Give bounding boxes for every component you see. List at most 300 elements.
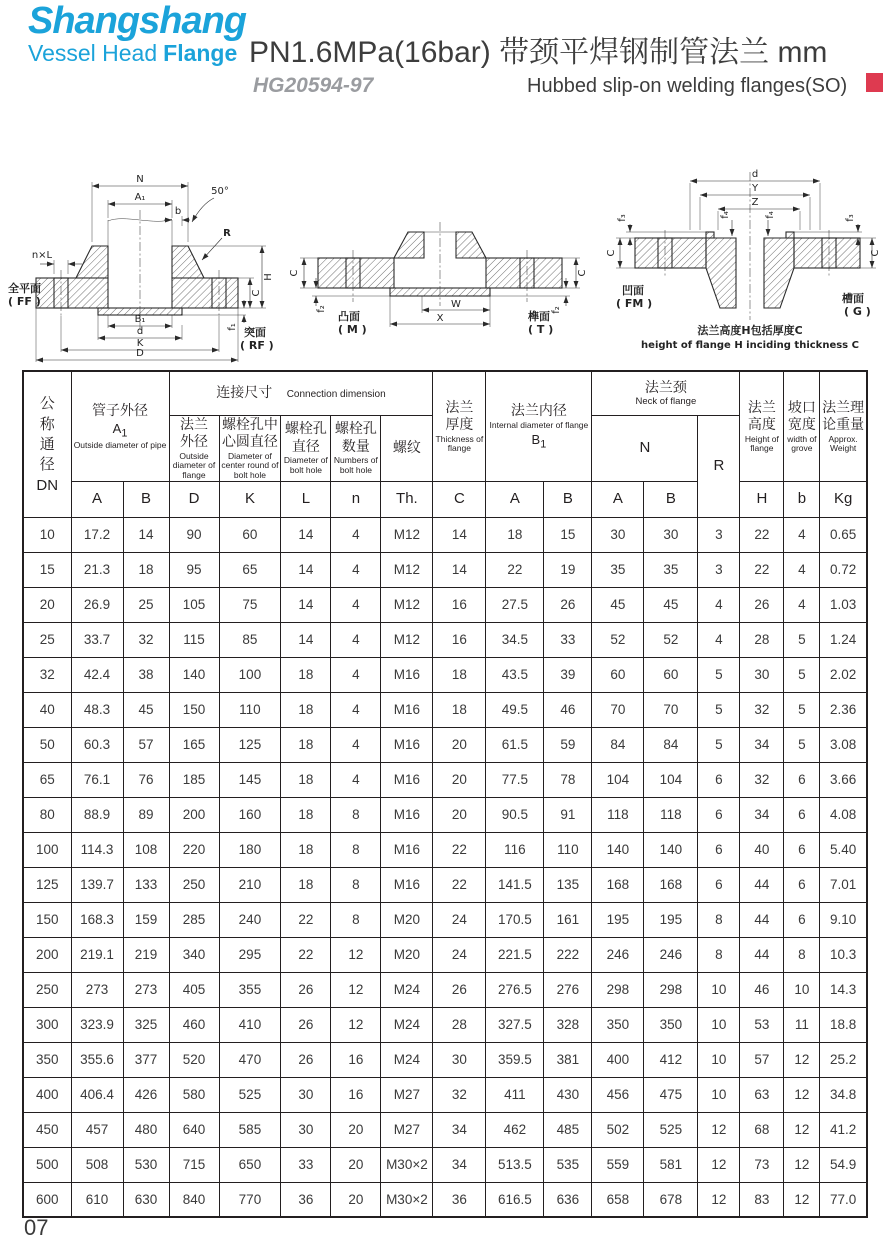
standard-number: HG20594-97 — [253, 74, 374, 97]
spec-cell: 53 — [740, 1007, 784, 1042]
col-header-dn-symbol: DN — [36, 477, 59, 495]
spec-cell: M16 — [381, 657, 433, 692]
spec-cell: 5 — [784, 622, 820, 657]
spec-cell: M20 — [381, 902, 433, 937]
spec-cell: 45 — [644, 587, 698, 622]
dim-label-C2-right: C — [870, 249, 881, 257]
face-label-fm-cn: 凹面 — [622, 284, 644, 297]
spec-cell: 135 — [544, 867, 592, 902]
group-header-neck: 法兰颈 Neck of flange — [592, 371, 740, 415]
symbol-B1-B: B — [544, 481, 592, 517]
spec-cell: 4 — [784, 587, 820, 622]
dim-label-nxL: n×L — [31, 250, 53, 261]
spec-cell: 610 — [71, 1182, 123, 1217]
drawing-caption-en: height of flange H inciding thickness C — [641, 340, 859, 351]
symbol-D: D — [169, 481, 219, 517]
spec-cell: 15 — [544, 517, 592, 552]
dim-label-H: H — [263, 273, 274, 281]
spec-cell: 6 — [784, 762, 820, 797]
spec-cell: 32 — [740, 762, 784, 797]
logo-tagline-2: Flange — [163, 40, 238, 66]
spec-cell: 84 — [592, 727, 644, 762]
spec-cell: 6 — [784, 797, 820, 832]
spec-cell: M12 — [381, 587, 433, 622]
spec-cell: 295 — [219, 937, 281, 972]
spec-cell: 140 — [592, 832, 644, 867]
spec-cell: 18 — [281, 727, 331, 762]
col-header-weight: 法兰理论重量 Approx. Weight — [820, 371, 867, 481]
spec-cell: 26 — [740, 587, 784, 622]
spec-cell: 12 — [784, 1077, 820, 1112]
spec-cell: M16 — [381, 832, 433, 867]
table-row — [23, 762, 867, 797]
spec-cell: 381 — [544, 1042, 592, 1077]
spec-cell: 340 — [169, 937, 219, 972]
col-header-thickness: 法兰厚度 Thickness of flange — [433, 371, 486, 481]
spec-cell: 30 — [433, 1042, 486, 1077]
spec-cell: 14 — [433, 517, 486, 552]
spec-cell: 12 — [784, 1182, 820, 1217]
spec-cell: M16 — [381, 727, 433, 762]
spec-cell: 246 — [592, 937, 644, 972]
spec-cell: 4 — [331, 727, 381, 762]
spec-cell: 170.5 — [486, 902, 544, 937]
spec-cell: 412 — [644, 1042, 698, 1077]
spec-cell: 150 — [169, 692, 219, 727]
spec-cell: 33 — [544, 622, 592, 657]
spec-cell: 8 — [331, 832, 381, 867]
face-label-rf-code: ( RF ) — [240, 339, 274, 352]
face-label-ff-code: ( FF ) — [8, 295, 41, 308]
spec-cell: 200 — [169, 797, 219, 832]
spec-cell: M27 — [381, 1112, 433, 1147]
spec-cell: 1.24 — [820, 622, 867, 657]
col-header-bolt-hole-number: 螺栓孔数量 Numbers of bolt hole — [331, 415, 381, 481]
spec-cell: 426 — [123, 1077, 169, 1112]
spec-cell: 34 — [740, 797, 784, 832]
spec-cell: 22 — [740, 517, 784, 552]
col-header-neck-r: R — [698, 415, 740, 517]
dim-label-angle: 50° — [211, 186, 229, 197]
spec-cell: 500 — [23, 1147, 71, 1182]
dim-label-f2-left: f₂ — [316, 305, 327, 313]
spec-cell: 115 — [169, 622, 219, 657]
spec-cell: 30 — [281, 1077, 331, 1112]
spec-cell: 5 — [784, 727, 820, 762]
symbol-Kg: Kg — [820, 481, 867, 517]
corner-marker — [866, 73, 883, 92]
spec-cell: 4 — [331, 587, 381, 622]
spec-cell: 5 — [784, 692, 820, 727]
spec-cell: 456 — [592, 1077, 644, 1112]
face-label-t-code: ( T ) — [528, 323, 554, 336]
spec-cell: 36 — [281, 1182, 331, 1217]
spec-cell: 35 — [644, 552, 698, 587]
spec-cell: 34 — [740, 727, 784, 762]
dim-label-D: D — [136, 348, 144, 359]
spec-cell: 327.5 — [486, 1007, 544, 1042]
table-row — [23, 902, 867, 937]
spec-cell: 150 — [23, 902, 71, 937]
spec-cell: M24 — [381, 1042, 433, 1077]
table-row — [23, 692, 867, 727]
spec-cell: 34 — [433, 1112, 486, 1147]
spec-cell: 10 — [23, 517, 71, 552]
spec-cell: 25 — [123, 587, 169, 622]
spec-cell: 20 — [433, 797, 486, 832]
spec-cell: 359.5 — [486, 1042, 544, 1077]
spec-cell: 4 — [331, 762, 381, 797]
spec-cell: 457 — [71, 1112, 123, 1147]
spec-cell: M20 — [381, 937, 433, 972]
spec-cell: 15 — [23, 552, 71, 587]
spec-cell: 460 — [169, 1007, 219, 1042]
spec-cell: 100 — [219, 657, 281, 692]
spec-cell: 40 — [740, 832, 784, 867]
spec-cell: 485 — [544, 1112, 592, 1147]
dim-label-f3-right: f₃ — [845, 214, 856, 222]
spec-cell: 4 — [331, 692, 381, 727]
spec-cell: 600 — [23, 1182, 71, 1217]
spec-cell: 104 — [592, 762, 644, 797]
symbol-B1-A: A — [486, 481, 544, 517]
spec-cell: 105 — [169, 587, 219, 622]
spec-cell: 18 — [281, 867, 331, 902]
spec-cell: 12 — [698, 1182, 740, 1217]
spec-cell: 185 — [169, 762, 219, 797]
dim-label-B1: B₁ — [134, 314, 146, 325]
spec-cell: 355.6 — [71, 1042, 123, 1077]
col-header-dn-cn: 公称通径 — [39, 395, 55, 474]
spec-cell: 250 — [169, 867, 219, 902]
spec-cell: 77.5 — [486, 762, 544, 797]
spec-cell: 285 — [169, 902, 219, 937]
spec-cell: 165 — [169, 727, 219, 762]
spec-cell: 840 — [169, 1182, 219, 1217]
col-header-flange-od: 法兰外径 Outside diameter of flange — [169, 415, 219, 481]
spec-cell: 25 — [23, 622, 71, 657]
spec-cell: 30 — [644, 517, 698, 552]
spec-cell: 10 — [784, 972, 820, 1007]
spec-cell: 57 — [123, 727, 169, 762]
spec-cell: 377 — [123, 1042, 169, 1077]
spec-cell: M27 — [381, 1077, 433, 1112]
spec-cell: 70 — [644, 692, 698, 727]
spec-cell: 6 — [784, 832, 820, 867]
spec-cell: 54.9 — [820, 1147, 867, 1182]
spec-cell: 10 — [698, 1042, 740, 1077]
spec-cell: 350 — [23, 1042, 71, 1077]
spec-cell: 6 — [698, 832, 740, 867]
spec-cell: 52 — [592, 622, 644, 657]
spec-cell: 4 — [698, 622, 740, 657]
spec-cell: 535 — [544, 1147, 592, 1182]
table-row — [23, 832, 867, 867]
spec-cell: 83 — [740, 1182, 784, 1217]
spec-cell: 410 — [219, 1007, 281, 1042]
spec-cell: 108 — [123, 832, 169, 867]
dim-label-f4-right: f₄ — [765, 211, 776, 219]
spec-cell: 44 — [740, 867, 784, 902]
spec-cell: 76 — [123, 762, 169, 797]
col-header-groove-width: 坡口宽度 width of grove — [784, 371, 820, 481]
spec-cell: 430 — [544, 1077, 592, 1112]
spec-cell: 22 — [740, 552, 784, 587]
spec-cell: 57 — [740, 1042, 784, 1077]
spec-cell: M24 — [381, 1007, 433, 1042]
symbol-H: H — [740, 481, 784, 517]
spec-cell: 114.3 — [71, 832, 123, 867]
spec-cell: 12 — [784, 1042, 820, 1077]
spec-cell: M12 — [381, 517, 433, 552]
spec-cell: 168.3 — [71, 902, 123, 937]
spec-cell: 26 — [433, 972, 486, 1007]
spec-cell: 8 — [331, 797, 381, 832]
dim-label-K: K — [136, 338, 144, 349]
spec-cell: 100 — [23, 832, 71, 867]
spec-cell: 8 — [331, 902, 381, 937]
spec-cell: 2.36 — [820, 692, 867, 727]
spec-cell: 68 — [740, 1112, 784, 1147]
table-row — [23, 587, 867, 622]
spec-cell: 14 — [281, 517, 331, 552]
spec-cell: 6 — [784, 867, 820, 902]
spec-cell: 520 — [169, 1042, 219, 1077]
spec-cell: 161 — [544, 902, 592, 937]
spec-cell: 4 — [784, 552, 820, 587]
drawing-flange-ff-rf — [6, 164, 274, 364]
spec-cell: 298 — [592, 972, 644, 1007]
spec-cell: 89 — [123, 797, 169, 832]
spec-cell: 10.3 — [820, 937, 867, 972]
spec-cell: 480 — [123, 1112, 169, 1147]
spec-cell: 210 — [219, 867, 281, 902]
spec-cell: 20 — [23, 587, 71, 622]
spec-cell: 630 — [123, 1182, 169, 1217]
spec-cell: 4.08 — [820, 797, 867, 832]
spec-cell: 355 — [219, 972, 281, 1007]
spec-cell: 32 — [433, 1077, 486, 1112]
spec-cell: M30×2 — [381, 1147, 433, 1182]
table-row — [23, 1112, 867, 1147]
spec-cell: 26 — [281, 972, 331, 1007]
spec-cell: 9.10 — [820, 902, 867, 937]
spec-cell: 715 — [169, 1147, 219, 1182]
table-row — [23, 797, 867, 832]
spec-cell: 63 — [740, 1077, 784, 1112]
spec-cell: 33 — [281, 1147, 331, 1182]
spec-cell: 222 — [544, 937, 592, 972]
spec-cell: 34.5 — [486, 622, 544, 657]
spec-cell: 12 — [331, 1007, 381, 1042]
spec-cell: 140 — [644, 832, 698, 867]
spec-cell: 26 — [281, 1007, 331, 1042]
spec-cell: 8 — [698, 902, 740, 937]
spec-cell: 18 — [281, 692, 331, 727]
face-label-m-cn: 凸面 — [338, 310, 360, 323]
spec-cell: 559 — [592, 1147, 644, 1182]
spec-cell: 246 — [644, 937, 698, 972]
spec-cell: 581 — [644, 1147, 698, 1182]
spec-cell: 85 — [219, 622, 281, 657]
spec-cell: 616.5 — [486, 1182, 544, 1217]
spec-cell: 18 — [281, 832, 331, 867]
spec-cell: 65 — [23, 762, 71, 797]
spec-cell: 110 — [544, 832, 592, 867]
spec-cell: 28 — [433, 1007, 486, 1042]
spec-cell: 19 — [544, 552, 592, 587]
spec-cell: 45 — [123, 692, 169, 727]
spec-cell: 168 — [644, 867, 698, 902]
table-row — [23, 1147, 867, 1182]
col-header-pipe-od: 管子外径 $A_1$ Outside diameter of pipe — [71, 371, 169, 481]
spec-cell: 25.2 — [820, 1042, 867, 1077]
spec-cell: 88.9 — [71, 797, 123, 832]
spec-cell: 8 — [784, 937, 820, 972]
spec-cell: 44 — [740, 902, 784, 937]
spec-cell: 18 — [433, 657, 486, 692]
spec-cell: 32 — [23, 657, 71, 692]
spec-cell: 80 — [23, 797, 71, 832]
spec-cell: 5 — [698, 692, 740, 727]
spec-cell: M16 — [381, 867, 433, 902]
spec-cell: 12 — [331, 972, 381, 1007]
spec-cell: 580 — [169, 1077, 219, 1112]
dim-label-Z: Z — [751, 197, 759, 208]
dim-label-f2-right: f₂ — [551, 306, 562, 314]
spec-cell: 18 — [486, 517, 544, 552]
spec-cell: M12 — [381, 622, 433, 657]
spec-cell: 12 — [331, 937, 381, 972]
col-header-dn — [23, 371, 71, 517]
spec-cell: 770 — [219, 1182, 281, 1217]
spec-cell: 76.1 — [71, 762, 123, 797]
table-row — [23, 867, 867, 902]
spec-cell: 636 — [544, 1182, 592, 1217]
spec-cell: 18 — [433, 692, 486, 727]
spec-cell: M24 — [381, 972, 433, 1007]
spec-cell: 60.3 — [71, 727, 123, 762]
page-subtitle-en: Hubbed slip-on welding flanges(SO) — [527, 75, 848, 97]
spec-cell: 70 — [592, 692, 644, 727]
spec-cell: 513.5 — [486, 1147, 544, 1182]
spec-cell: 32 — [123, 622, 169, 657]
spec-cell: M16 — [381, 797, 433, 832]
spec-cell: 118 — [592, 797, 644, 832]
spec-cell: 14 — [281, 622, 331, 657]
spec-cell: 125 — [219, 727, 281, 762]
spec-cell: 6 — [698, 762, 740, 797]
symbol-n: n — [331, 481, 381, 517]
dim-label-f3-left: f₃ — [617, 214, 628, 222]
table-row — [23, 657, 867, 692]
face-label-rf-cn: 突面 — [244, 326, 266, 339]
spec-cell: 508 — [71, 1147, 123, 1182]
spec-cell: 221.5 — [486, 937, 544, 972]
spec-cell: 43.5 — [486, 657, 544, 692]
spec-cell: 300 — [23, 1007, 71, 1042]
spec-cell: 3.66 — [820, 762, 867, 797]
spec-cell: 50 — [23, 727, 71, 762]
symbol-N-A: A — [592, 481, 644, 517]
logo-tagline — [28, 42, 246, 65]
spec-cell: 350 — [644, 1007, 698, 1042]
spec-cell: 21.3 — [71, 552, 123, 587]
spec-cell: 16 — [433, 587, 486, 622]
spec-cell: 36 — [433, 1182, 486, 1217]
spec-cell: 219 — [123, 937, 169, 972]
spec-cell: 0.65 — [820, 517, 867, 552]
spec-cell: 502 — [592, 1112, 644, 1147]
spec-cell: 22 — [433, 832, 486, 867]
dim-label-A1: A₁ — [134, 192, 146, 203]
spec-cell: 10 — [698, 1077, 740, 1112]
spec-cell: 20 — [331, 1112, 381, 1147]
dim-label-C-left: C — [289, 269, 300, 277]
spec-cell: 530 — [123, 1147, 169, 1182]
spec-cell: 20 — [331, 1147, 381, 1182]
spec-cell: 30 — [281, 1112, 331, 1147]
symbol-Th: Th. — [381, 481, 433, 517]
face-label-m-code: ( M ) — [338, 323, 367, 336]
spec-cell: 139.7 — [71, 867, 123, 902]
spec-cell: 40 — [23, 692, 71, 727]
spec-cell: 17.2 — [71, 517, 123, 552]
col-header-height: 法兰高度 Height of flange — [740, 371, 784, 481]
spec-cell: 26 — [281, 1042, 331, 1077]
spec-cell: 27.5 — [486, 587, 544, 622]
spec-cell: 2.02 — [820, 657, 867, 692]
spec-cell: 95 — [169, 552, 219, 587]
spec-cell: 160 — [219, 797, 281, 832]
spec-cell: 44 — [740, 937, 784, 972]
spec-cell: 168 — [592, 867, 644, 902]
spec-cell: 250 — [23, 972, 71, 1007]
spec-cell: 470 — [219, 1042, 281, 1077]
spec-cell: 4 — [698, 587, 740, 622]
spec-cell: 7.01 — [820, 867, 867, 902]
spec-cell: 18 — [281, 657, 331, 692]
spec-cell: 6 — [784, 902, 820, 937]
spec-cell: 18.8 — [820, 1007, 867, 1042]
spec-cell: 34.8 — [820, 1077, 867, 1112]
spec-cell: 350 — [592, 1007, 644, 1042]
spec-cell: 450 — [23, 1112, 71, 1147]
spec-cell: 78 — [544, 762, 592, 797]
dim-label-X: X — [436, 313, 444, 324]
spec-cell: 16 — [331, 1077, 381, 1112]
spec-cell: 26.9 — [71, 587, 123, 622]
spec-cell: 650 — [219, 1147, 281, 1182]
spec-cell: 125 — [23, 867, 71, 902]
spec-cell: 65 — [219, 552, 281, 587]
spec-cell: 5 — [784, 657, 820, 692]
spec-cell: 4 — [331, 622, 381, 657]
spec-cell: 5.40 — [820, 832, 867, 867]
spec-cell: 406.4 — [71, 1077, 123, 1112]
spec-table — [22, 370, 868, 1218]
spec-cell: 14.3 — [820, 972, 867, 1007]
table-row — [23, 517, 867, 552]
spec-cell: 30 — [592, 517, 644, 552]
symbol-C: C — [433, 481, 486, 517]
spec-cell: 22 — [486, 552, 544, 587]
spec-cell: 45 — [592, 587, 644, 622]
spec-cell: 28 — [740, 622, 784, 657]
dim-label-f1: f₁ — [227, 323, 238, 331]
spec-cell: 8 — [331, 867, 381, 902]
symbol-B: B — [123, 481, 169, 517]
